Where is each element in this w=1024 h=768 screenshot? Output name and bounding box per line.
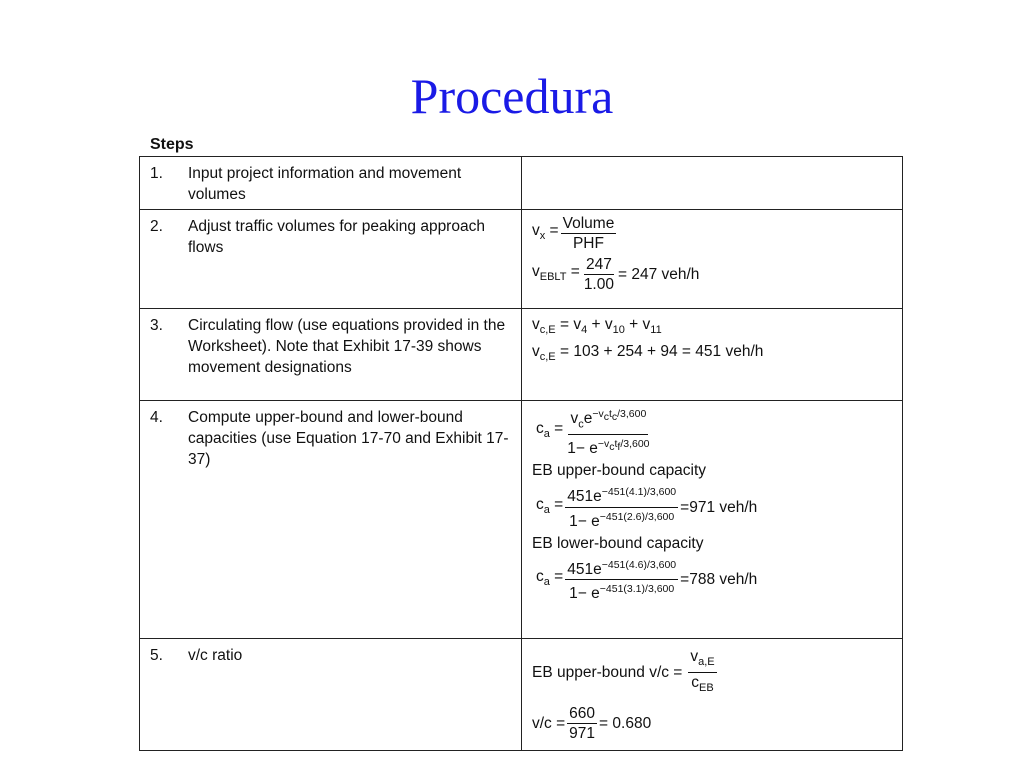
equation-cell [522, 401, 903, 639]
lower-bound-label: EB lower-bound capacity [532, 534, 704, 552]
equation-vebit: $v_{EBLT}$ = $\frac{247}{1.00}$ = 247 veh/h [532, 256, 700, 293]
step-cell [140, 157, 522, 210]
equation-cell [522, 157, 903, 210]
upper-bound-label: EB upper-bound capacity [532, 462, 707, 480]
step-description: Input project information and movement volumes [188, 165, 462, 203]
step-cell [140, 639, 522, 751]
step-description: Adjust traffic volumes for peaking approach flows [188, 218, 485, 256]
step-number: 2. [150, 218, 163, 235]
table-row [140, 401, 903, 639]
step-number: 3. [150, 317, 163, 334]
table-row [140, 210, 903, 309]
equation-vc-general: EB upper-bound v/c = $\frac{v_{a,E}}{c_{EB}}$ [532, 648, 715, 695]
step-cell [140, 210, 522, 309]
equation-ca-upper: $c_a$ = $\frac{451e^{-451(4.1)/3,600}}{1- e^{-451(2.6)/3,600}}$ =971 veh/h [532, 483, 894, 530]
equation-cell [522, 309, 903, 401]
step-description: Circulating flow (use equations provided in the Worksheet). Note that Exhibit 17-39 shows movement designations [188, 317, 506, 376]
step-number: 1. [150, 165, 163, 182]
step-number: 4. [150, 409, 163, 426]
equation-vce-formula: $v_{c,E} = v_4 + v_{10} + v_{11}$ [532, 316, 662, 337]
steps-header: Steps [150, 136, 194, 153]
equation-vce-value: $v_{c,E} = 103 + 254 + 94 = 451$ veh/h [532, 343, 764, 364]
equation-ca-general: $c_a$ = $\frac{v_ce^{-v_ct_c/3,600}}{1- e^{-v_ct_f/3,600}}$ [532, 405, 894, 458]
steps-table [139, 156, 903, 751]
step-description: Compute upper-bound and lower-bound capacities (use Equation 17-70 and Exhibit 17-37) [188, 409, 509, 468]
table-row [140, 639, 903, 751]
page-title: Procedura [410, 68, 614, 124]
equation-cell [522, 210, 903, 309]
equation-ca-lower: $c_a$ = $\frac{451e^{-451(4.6)/3,600}}{1- e^{-451(3.1)/3,600}}$ =788 veh/h [532, 556, 894, 603]
step-cell [140, 309, 522, 401]
step-description: v/c ratio [188, 647, 243, 664]
step-cell [140, 401, 522, 639]
table-row [140, 157, 903, 210]
equation-vx: $v_x$ = $\frac{\text{Volume}}{\text{PHF}}$ [532, 215, 615, 252]
step-number: 5. [150, 647, 163, 664]
equation-vc-value: v/c = $\frac{660}{971}$ = 0.680 [532, 705, 652, 743]
table-row [140, 309, 903, 401]
equation-cell [522, 639, 903, 751]
